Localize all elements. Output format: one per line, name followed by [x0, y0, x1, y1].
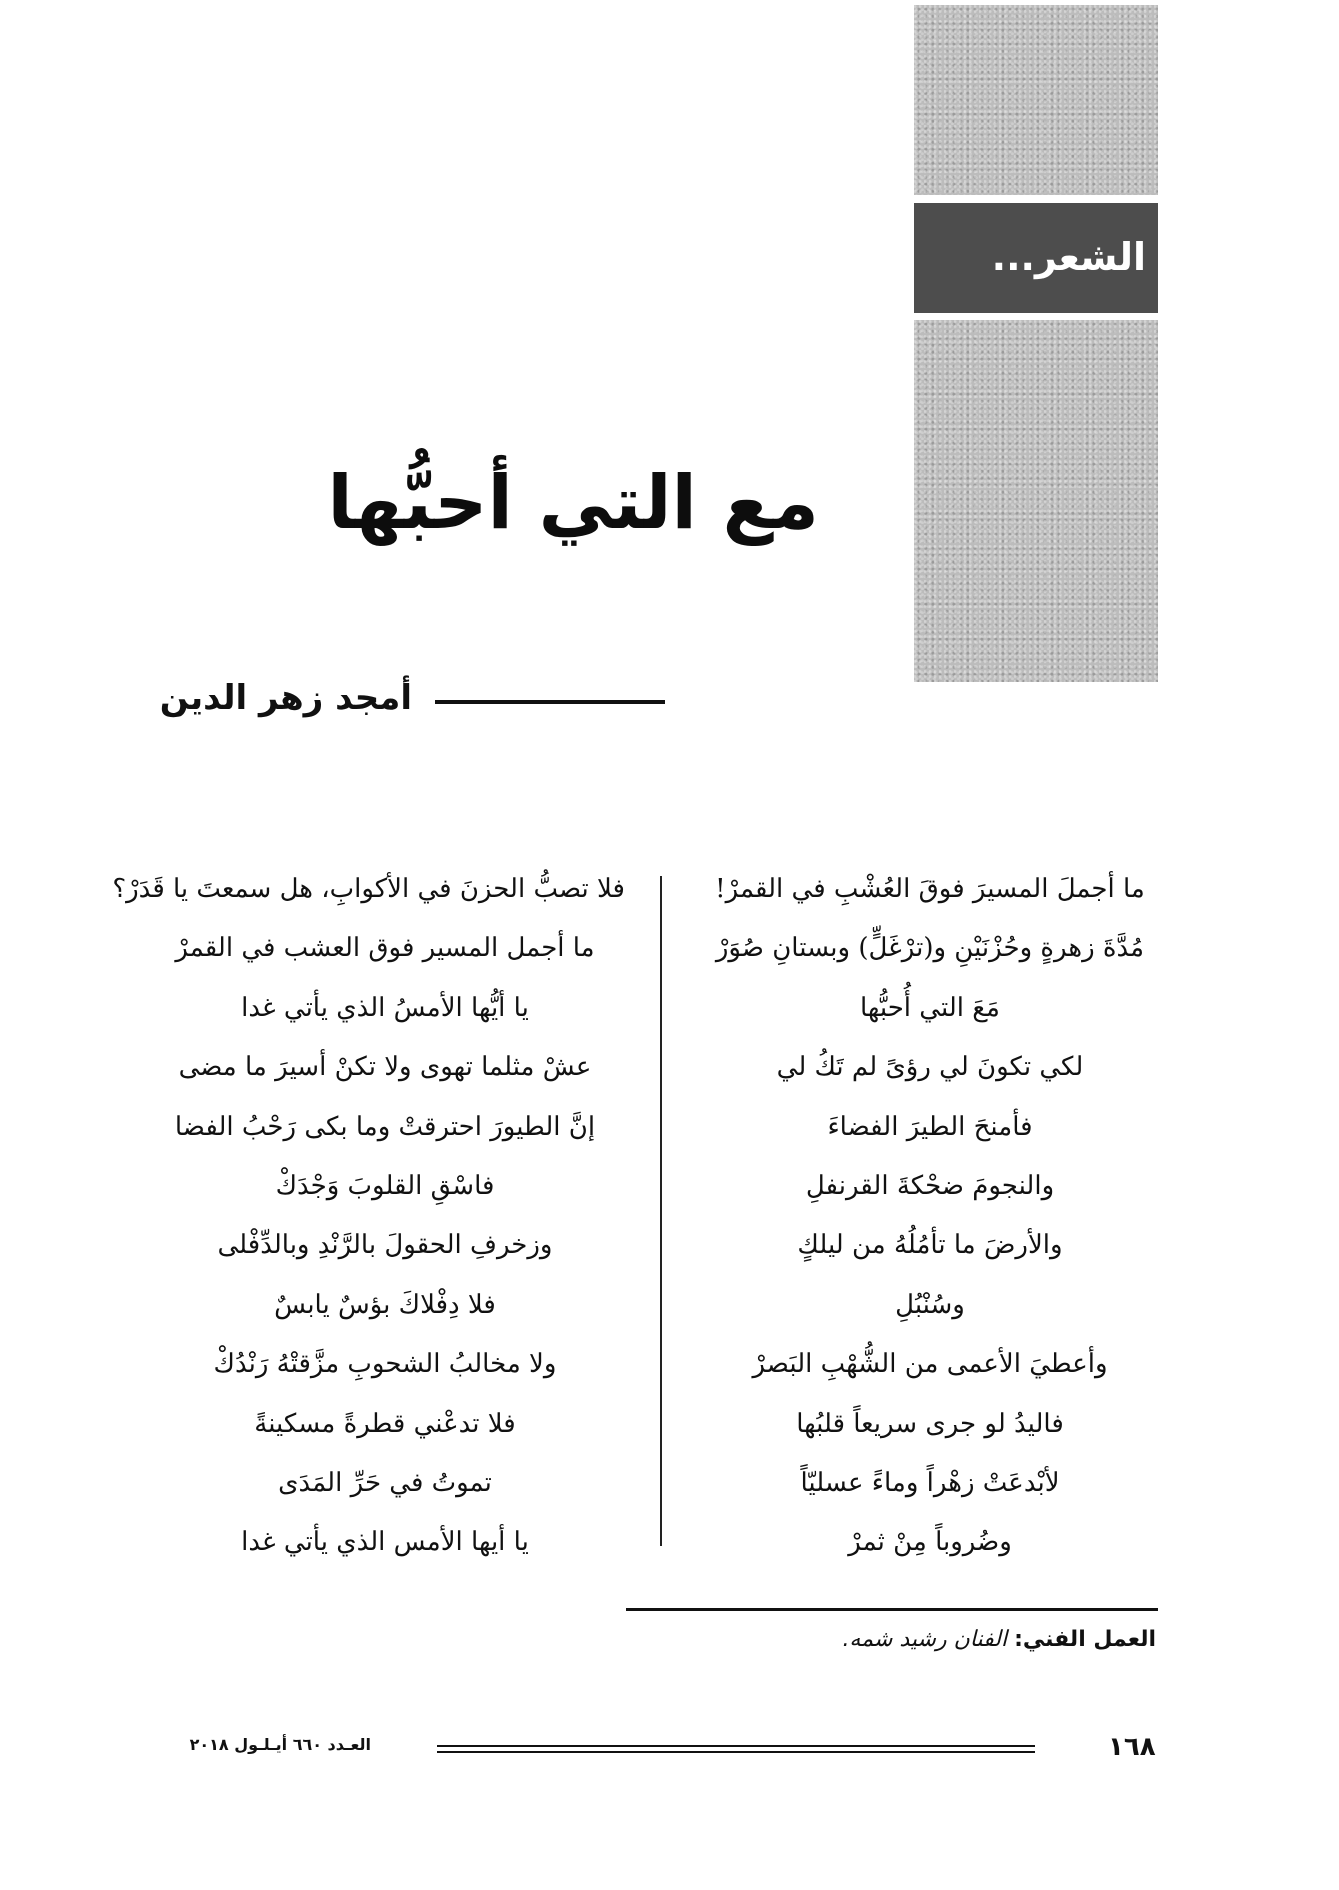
artwork-credit [842, 1627, 1156, 1652]
poem-line: يا أيها الأمس الذي يأتي غدا [241, 1527, 529, 1558]
poem-line: وزخرفِ الحقولَ بالرَّنْدِ وبالدِّفْلى [217, 1230, 553, 1261]
poem-line: ما أجملَ المسيرَ فوقَ العُشْبِ في القمرْ! [715, 874, 1145, 904]
credit-rule [626, 1608, 1158, 1611]
credit-value: الفنان رشيد شمه. [842, 1627, 1008, 1652]
decorative-grey-panel-bottom [914, 320, 1158, 682]
poem-line: إنَّ الطيورَ احترقتْ وما بكى رَحْبُ الفضا [174, 1111, 596, 1142]
poem-line: وأعطيَ الأعمى من الشُّهْبِ البَصرْ [752, 1349, 1108, 1380]
poem-line: لكي تكونَ لي رؤىً لم تَكُ لي [776, 1052, 1084, 1083]
poem-line: فلا دِفْلاكَ بؤسٌ يابسٌ [274, 1289, 496, 1320]
poem-line: مَعَ التي أُحبُّها [859, 992, 1000, 1023]
author-rule [435, 700, 665, 704]
credit-label: العمل الفني: [1014, 1627, 1156, 1652]
section-label: الشعر... [991, 235, 1146, 279]
poem-line: فلا تصبُّ الحزنَ في الأكوابِ، هل سمعتَ يا قَدَرْ؟ [112, 874, 625, 904]
section-header-box [914, 203, 1158, 313]
poem-line: ولا مخالبُ الشحوبِ مزَّقتْهُ رَنْدُكْ [213, 1349, 557, 1380]
poem-column-left [112, 860, 625, 1573]
poem-line: لأبْدعَتْ زهْراً وماءً عسليّاً [800, 1467, 1060, 1498]
poem-title: مع التي أحبُّها [327, 460, 819, 546]
poem-line: ما أجمل المسير فوق العشب في القمرْ [175, 933, 595, 964]
issue-info: العـدد ٦٦٠ أيـلـول ٢٠١٨ [189, 1735, 371, 1754]
poem-line: وضُروباً مِنْ ثمرْ [848, 1527, 1012, 1558]
author-name: أمجد زهر الدين [159, 678, 412, 718]
poem-line: فأمنحَ الطيرَ الفضاءَ [827, 1111, 1033, 1142]
poem-line: مُدَّةَ زهرةٍ وحُزْنَيْنِ و(ترْغَلٍّ) وبستانِ صُوَرْ [715, 933, 1145, 964]
poem-line: فاسْقِ القلوبَ وَجْدَكْ [275, 1170, 495, 1201]
poem-line: يا أيُّها الأمسُ الذي يأتي غدا [241, 992, 529, 1023]
column-divider [660, 876, 662, 1546]
poem-line: والأرضَ ما تأمُلُهُ من ليلكٍ [797, 1230, 1063, 1261]
poem-line: فلا تدعْني قطرةً مسكينةً [254, 1408, 516, 1439]
poem-line: وسُنْبُلِ [895, 1289, 965, 1320]
poem-line: تموتُ في حَرِّ المَدَى [278, 1467, 492, 1498]
poem-line: عشْ مثلما تهوى ولا تكنْ أسيرَ ما مضى [178, 1052, 592, 1083]
poem-line: والنجومَ ضحْكةَ القرنفلِ [805, 1170, 1055, 1201]
poem-column-right [700, 860, 1160, 1573]
page-number: ١٦٨ [1108, 1732, 1156, 1762]
decorative-grey-panel-top [914, 5, 1158, 195]
footer-rule [437, 1745, 1035, 1753]
poem-line: فاليدُ لو جرى سريعاً قلبُها [796, 1408, 1064, 1439]
